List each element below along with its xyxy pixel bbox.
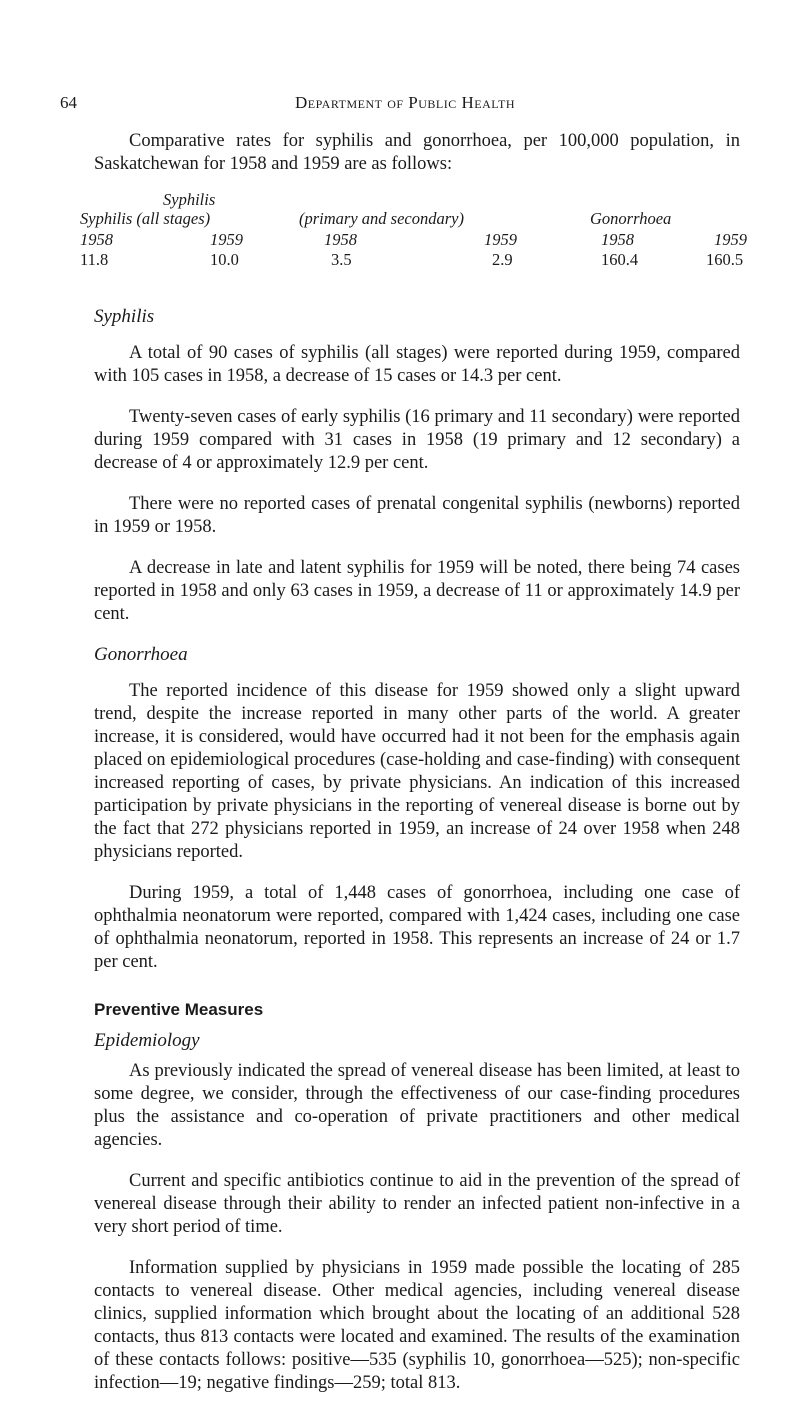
page-body <box>80 130 747 1413</box>
body-paragraph: A total of 90 cases of syphilis (all stages) were reported during 1959, compared with 105 cases in 1958, a decrease of 15 cases or 14.3 per cent. <box>94 343 740 386</box>
page-number: 64 <box>60 93 77 112</box>
rate-value: 2.9 <box>492 250 513 269</box>
section-heading-preventive: Preventive Measures <box>94 1000 264 1019</box>
body-paragraph: The reported incidence of this disease for 1959 showed only a slight upward trend, despite the increase reported in many other parts of the world. A greater increase, it is considered, would have occurred had it not been for the emphasis again placed on epidemiological procedures (case-holding and case-finding) with consequent increased reporting of cases, by private physicians. An indication of this increased participation by private physicians in the reporting of venereal disease is borne out by the fact that 272 physicians reported in 1959, an increase of 24 over 1958 when 248 physicians reported. <box>94 681 740 862</box>
section-heading-syphilis: Syphilis <box>94 306 155 327</box>
rate-value: 11.8 <box>80 250 109 269</box>
body-paragraph: Information supplied by physicians in 1959 made possible the locating of 285 contacts to venereal disease. Other medical agencies, including venereal disease clinics, supplied information which brought about the locating of an additional 528 contacts, thus 813 contacts were located and examined. The results of the examination of these contacts follows: positive—535 (syphilis 10, gonorrhoea—525); non-specific infection—19; negative findings—259; total 813. <box>94 1258 740 1393</box>
year-header: 1959 <box>484 230 517 249</box>
body-paragraph: During 1959, a total of 1,448 cases of gonorrhoea, including one case of ophthalmia neonatorum were reported, compared with 1,424 cases, including one case of ophthalmia neonatorum, reported in 1958. This represents an increase of 24 or 1.7 per cent. <box>94 883 740 972</box>
subsection-heading-epidemiology: Epidemiology <box>94 1030 200 1051</box>
rate-value: 3.5 <box>331 250 352 269</box>
rate-value: 160.5 <box>706 250 744 269</box>
group2-title-line1: Syphilis <box>163 190 216 209</box>
year-header: 1959 <box>714 230 747 249</box>
running-head: Department of Public Health <box>295 93 515 112</box>
body-paragraph: As previously indicated the spread of venereal disease has been limited, at least to some degree, we consider, through the effectiveness of our case-finding procedures plus the assistance and co-operation of private practitioners and other medical agencies. <box>94 1061 740 1150</box>
body-paragraph: A decrease in late and latent syphilis for 1959 will be noted, there being 74 cases reported in 1958 and only 63 cases in 1959, a decrease of 11 or approximately 14.9 per cent. <box>94 558 740 624</box>
intro-paragraph: Comparative rates for syphilis and gonorrhoea, per 100,000 population, in Saskatchewan for 1958 and 1959 are as follows: <box>94 131 740 174</box>
rates-table <box>80 190 747 298</box>
body-paragraph: Twenty-seven cases of early syphilis (16 primary and 11 secondary) were reported during 1959 compared with 31 cases in 1958 (19 primary and 12 secondary) a decrease of 4 or approximately 12.9 per cent. <box>94 407 740 473</box>
body-paragraph: Current and specific antibiotics continue to aid in the prevention of the spread of venereal disease through their ability to render an infected patient non-infective in a very short period of time. <box>94 1171 740 1237</box>
group1-title: Syphilis (all stages) <box>80 209 211 228</box>
body-paragraph: There were no reported cases of prenatal congenital syphilis (newborns) reported in 1959 or 1958. <box>94 494 740 537</box>
rate-value: 160.4 <box>601 250 639 269</box>
page-header <box>60 93 750 117</box>
year-header: 1958 <box>601 230 634 249</box>
year-header: 1958 <box>324 230 357 249</box>
rate-value: 10.0 <box>210 250 239 269</box>
group2-title-line2: (primary and secondary) <box>299 209 464 228</box>
section-heading-gonorrhoea: Gonorrhoea <box>94 644 188 665</box>
group3-title: Gonorrhoea <box>590 209 672 228</box>
year-header: 1959 <box>210 230 243 249</box>
year-header: 1958 <box>80 230 113 249</box>
